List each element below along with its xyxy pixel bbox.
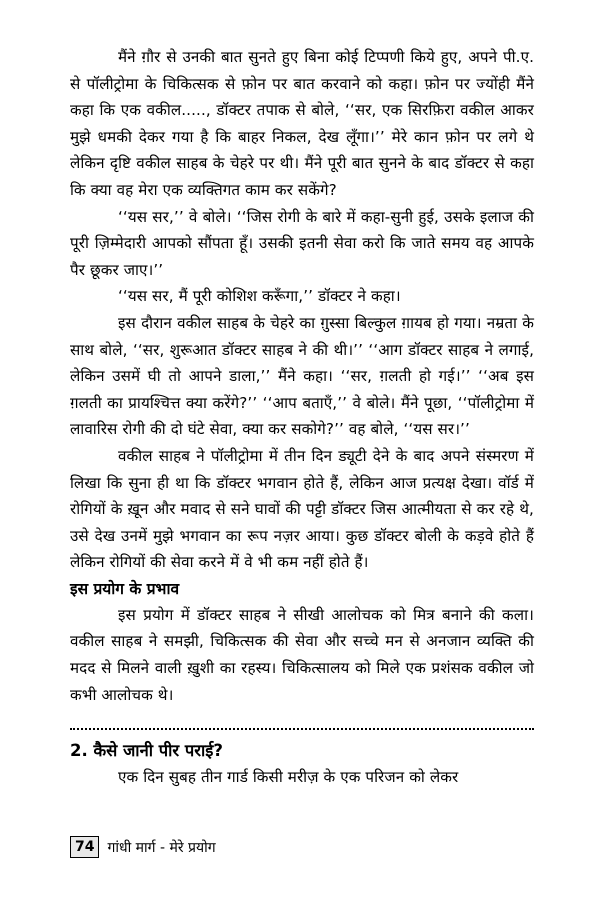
chapter-title: 2. कैसे जानी पीर पराई? — [70, 741, 223, 761]
section-body: इस प्रयोग में डॉक्टर साहब ने सीखी आलोचक को मित्र बनाने की कला। वकील साहब ने समझी, चिकित्सक की सेवा और सच्चे मन से अनजान व्यक्ति की मदद से मिलने वाली ख़ुशी का रहस्य। चिकित्सालय को मिले एक प्रशंसक वकील जो कभी आलोचक थे। — [70, 605, 534, 704]
dotted-divider — [70, 728, 534, 730]
paragraph-1: मैंने ग़ौर से उनकी बात सुनते हुए बिना कोई टिप्पणी किये हुए, अपने पी.ए. से पॉलीट्रोमा के चिकित्सक से फ़ोन पर बात करवाने को कहा। फ़ोन पर ज्योंही मैंने कहा कि एक वकील....., डॉक्टर तपाक से बोले, ‘‘सर, एक सिरफ़िरा वकील आकर मुझे धमकी देकर गया है कि बाहर निकल, देख लूँगा।’’ मेरे कान फ़ोन पर लगे थे लेकिन दृष्टि वकील साहब के चेहरे पर थी। मैंने पूरी बात सुनने के बाद डॉक्टर से कहा कि क्या वह मेरा एक व्यक्तिगत काम कर सकेंगे? — [70, 48, 534, 199]
paragraph-2: ‘‘यस सर,’’ वे बोले। ‘‘जिस रोगी के बारे में कहा-सुनी हुई, उसके इलाज की पूरी ज़िम्मेदारी आपको सौंपता हूँ। उसकी इतनी सेवा करो कि जाते समय वह आपके पैर छूकर जाए।’’ — [70, 207, 534, 279]
page-footer — [70, 836, 216, 858]
paragraph-4: इस दौरान वकील साहब के चेहरे का ग़ुस्सा बिल्कुल ग़ायब हो गया। नम्रता के साथ बोले, ‘‘सर, शुरूआत डॉक्टर साहब ने की थी।’’ ‘‘आग डॉक्टर साहब ने लगाई, लेकिन उसमें घी तो आपने डाला,’’ मैंने कहा। ‘‘सर, ग़लती हो गई।’’ ‘‘अब इस ग़लती का प्रायश्चित्त क्या करेंगे?’’ ‘‘आप बताएँ,’’ वे बोले। मैंने पूछा, ‘‘पॉलीट्रोमा में लावारिस रोगी की दो घंटे सेवा, क्या कर सकोगे?’’ वह बोले, ‘‘यस सर।’’ — [70, 313, 534, 439]
chapter-opening: एक दिन सुबह तीन गार्ड किसी मरीज़ के एक परिजन को लेकर — [118, 768, 459, 787]
book-title: गांधी मार्ग - मेरे प्रयोग — [107, 839, 216, 856]
section-heading: इस प्रयोग के प्रभाव — [70, 579, 180, 598]
paragraph-5: वकील साहब ने पॉलीट्रोमा में तीन दिन ड्यूटी देने के बाद अपने संस्मरण में लिखा कि सुना ही था कि डॉक्टर भगवान होते हैं, लेकिन आज प्रत्यक्ष देखा। वॉर्ड में रोगियों के ख़ून और मवाद से सने घावों की पट्टी डॉक्टर जिस आत्मीयता से कर रहे थे, उसे देख उनमें मुझे भगवान का रूप नज़र आया। कुछ डॉक्टर बोली के कड़वे होते हैं लेकिन रोगियों की सेवा करने में वे भी कम नहीं होते हैं। — [70, 446, 534, 572]
paragraph-3: ‘‘यस सर, मैं पूरी कोशिश करूँगा,’’ डॉक्टर ने कहा। — [118, 287, 401, 306]
page-number: 74 — [70, 836, 99, 858]
